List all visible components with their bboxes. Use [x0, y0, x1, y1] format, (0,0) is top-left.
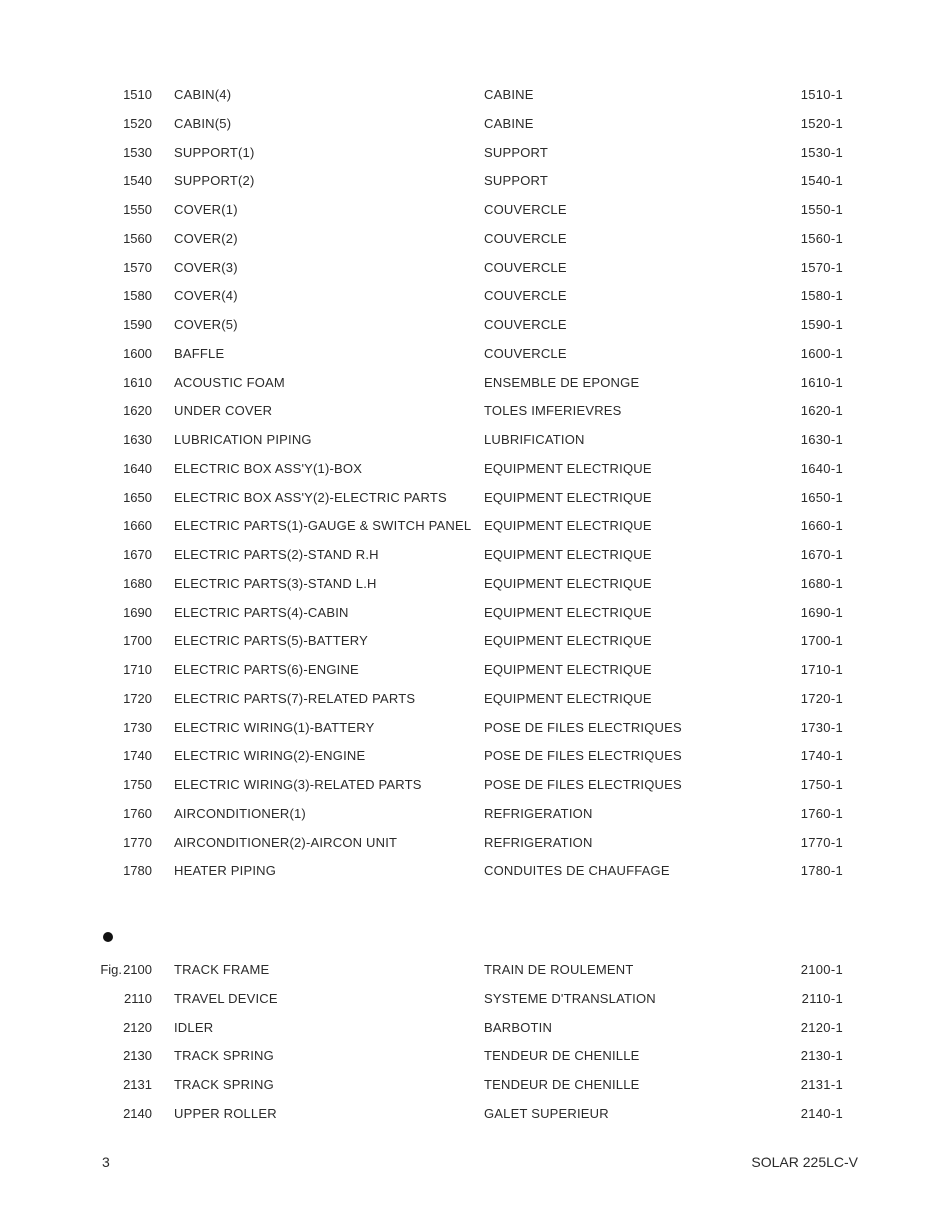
- index-row: [0, 143, 935, 163]
- figure-number: 1760: [123, 805, 152, 821]
- part-name-french: COUVERCLE: [484, 230, 567, 246]
- page-reference: 2140-1: [800, 1105, 843, 1121]
- part-name-english: COVER(1): [174, 202, 238, 217]
- part-name-french: CONDUITES DE CHAUFFAGE: [484, 863, 670, 879]
- index-row: [0, 488, 935, 508]
- page-reference: 1660-1: [800, 518, 843, 534]
- figure-number: 1710: [123, 662, 152, 677]
- part-name-english: ELECTRIC PARTS(6)-ENGINE: [174, 662, 359, 677]
- page-reference: 2130-1: [800, 1048, 843, 1064]
- part-name-english: AIRCONDITIONER(1): [174, 805, 306, 821]
- part-name-english: UPPER ROLLER: [174, 1105, 277, 1121]
- part-name-french: TENDEUR DE CHENILLE: [484, 1048, 640, 1064]
- page-reference: 1670-1: [800, 547, 843, 562]
- figure-number: 2130: [123, 1048, 152, 1064]
- index-row: [0, 1104, 935, 1124]
- page-reference: 1570-1: [800, 259, 843, 275]
- index-row: [0, 430, 935, 450]
- figure-number: 2140: [123, 1105, 152, 1121]
- figure-number: 2120: [123, 1019, 152, 1035]
- index-row: [0, 459, 935, 479]
- part-name-french: COUVERCLE: [484, 345, 567, 361]
- part-name-english: TRACK FRAME: [174, 962, 270, 977]
- index-row: [0, 960, 935, 980]
- index-row: [0, 114, 935, 134]
- part-name-french: EQUIPMENT ELECTRIQUE: [484, 518, 652, 534]
- part-name-english: ELECTRIC PARTS(5)-BATTERY: [174, 633, 369, 649]
- index-row: [0, 689, 935, 709]
- part-name-french: GALET SUPERIEUR: [484, 1105, 609, 1121]
- section-bullet-icon: [103, 932, 113, 942]
- part-name-english: UNDER COVER: [174, 403, 273, 419]
- figure-number: 1740: [123, 748, 152, 764]
- part-name-french: EQUIPMENT ELECTRIQUE: [484, 575, 652, 591]
- part-name-english: IDLER: [174, 1019, 214, 1035]
- part-name-english: ELECTRIC BOX ASS'Y(1)-BOX: [174, 460, 363, 476]
- part-name-french: ENSEMBLE DE EPONGE: [484, 374, 640, 390]
- figure-number: 1720: [123, 690, 152, 706]
- page-reference: 1710-1: [800, 662, 843, 677]
- part-name-french: EQUIPMENT ELECTRIQUE: [484, 547, 652, 562]
- index-row: [0, 746, 935, 766]
- page-reference: 1690-1: [800, 604, 843, 620]
- index-row: [0, 344, 935, 364]
- page-reference: 1580-1: [800, 288, 843, 304]
- part-name-english: TRACK SPRING: [174, 1048, 274, 1064]
- index-row: [0, 171, 935, 191]
- figure-number: 1610: [123, 374, 152, 390]
- part-name-french: BARBOTIN: [484, 1019, 553, 1035]
- figure-number: 2100: [123, 962, 152, 977]
- figure-number: 1520: [123, 115, 152, 131]
- part-name-english: SUPPORT(2): [174, 173, 255, 189]
- figure-number: 1540: [123, 173, 152, 189]
- page-reference: 1590-1: [800, 317, 843, 332]
- part-name-english: AIRCONDITIONER(2)-AIRCON UNIT: [174, 834, 398, 850]
- part-name-french: COUVERCLE: [484, 202, 567, 217]
- page-reference: 1520-1: [800, 115, 843, 131]
- index-row: [0, 258, 935, 278]
- page-reference: 1560-1: [800, 230, 843, 246]
- index-row: [0, 315, 935, 335]
- part-name-english: ACOUSTIC FOAM: [174, 374, 285, 390]
- page-reference: 1640-1: [800, 460, 843, 476]
- part-name-french: COUVERCLE: [484, 259, 567, 275]
- part-name-french: CABINE: [484, 115, 534, 131]
- page-reference: 1600-1: [800, 345, 843, 361]
- part-name-english: CABIN(4): [174, 87, 232, 102]
- part-name-french: EQUIPMENT ELECTRIQUE: [484, 460, 652, 476]
- page-reference: 1540-1: [800, 173, 843, 189]
- figure-number: 1680: [123, 575, 152, 591]
- index-row: [0, 718, 935, 738]
- index-row: [0, 603, 935, 623]
- index-row: [0, 574, 935, 594]
- page-reference: 1750-1: [800, 777, 843, 792]
- part-name-french: EQUIPMENT ELECTRIQUE: [484, 489, 652, 505]
- figure-number: 1600: [123, 345, 152, 361]
- page-reference: 1720-1: [800, 690, 843, 706]
- index-row: [0, 660, 935, 680]
- figure-number: 1780: [123, 863, 152, 879]
- figure-number: 1550: [123, 202, 152, 217]
- index-row: [0, 516, 935, 536]
- figure-number: 1660: [123, 518, 152, 534]
- page-reference: 1780-1: [800, 863, 843, 879]
- figure-number: 1530: [123, 144, 152, 160]
- index-row: [0, 545, 935, 565]
- index-row: [0, 200, 935, 220]
- page-reference: 2100-1: [800, 962, 843, 977]
- figure-number: 1730: [123, 719, 152, 735]
- part-name-french: EQUIPMENT ELECTRIQUE: [484, 633, 652, 649]
- part-name-english: COVER(5): [174, 317, 238, 332]
- figure-number: 1560: [123, 230, 152, 246]
- page-reference: 2120-1: [800, 1019, 843, 1035]
- figure-number: 1630: [123, 432, 152, 447]
- part-name-french: SUPPORT: [484, 144, 549, 160]
- part-name-french: COUVERCLE: [484, 288, 567, 304]
- figure-number: 1620: [123, 403, 152, 419]
- part-name-french: COUVERCLE: [484, 317, 567, 332]
- part-name-french: POSE DE FILES ELECTRIQUES: [484, 719, 682, 735]
- index-row: [0, 401, 935, 421]
- part-name-english: TRACK SPRING: [174, 1077, 274, 1092]
- page-reference: 2131-1: [800, 1077, 843, 1092]
- part-name-french: TENDEUR DE CHENILLE: [484, 1077, 640, 1092]
- page-reference: 1630-1: [800, 432, 843, 447]
- index-row: [0, 286, 935, 306]
- index-row: [0, 861, 935, 881]
- figure-number: 1750: [123, 777, 152, 792]
- part-name-french: REFRIGERATION: [484, 805, 593, 821]
- index-row: [0, 229, 935, 249]
- figure-number: 1570: [123, 259, 152, 275]
- part-name-english: ELECTRIC PARTS(2)-STAND R.H: [174, 547, 379, 562]
- part-name-english: ELECTRIC PARTS(1)-GAUGE & SWITCH PANEL: [174, 518, 472, 534]
- page-reference: 1700-1: [800, 633, 843, 649]
- part-name-french: EQUIPMENT ELECTRIQUE: [484, 662, 652, 677]
- page-reference: 1620-1: [800, 403, 843, 419]
- figure-number: 1510: [123, 87, 152, 102]
- page-number: 3: [102, 1154, 110, 1170]
- page-reference: 1510-1: [800, 87, 843, 102]
- figure-number: 1590: [123, 317, 152, 332]
- page-reference: 2110-1: [801, 990, 843, 1006]
- figure-number: 1580: [123, 288, 152, 304]
- part-name-french: TOLES IMFERIEVRES: [484, 403, 622, 419]
- figure-number: 1650: [123, 489, 152, 505]
- index-row: [0, 373, 935, 393]
- part-name-english: ELECTRIC WIRING(2)-ENGINE: [174, 748, 366, 764]
- model-name: SOLAR 225LC-V: [751, 1154, 858, 1170]
- page-reference: 1740-1: [800, 748, 843, 764]
- page-reference: 1530-1: [800, 144, 843, 160]
- part-name-english: CABIN(5): [174, 115, 232, 131]
- part-name-english: COVER(4): [174, 288, 238, 304]
- part-name-english: TRAVEL DEVICE: [174, 990, 278, 1006]
- index-row: [0, 1046, 935, 1066]
- part-name-french: TRAIN DE ROULEMENT: [484, 962, 634, 977]
- part-name-french: POSE DE FILES ELECTRIQUES: [484, 777, 682, 792]
- part-name-english: BAFFLE: [174, 345, 225, 361]
- part-name-english: ELECTRIC WIRING(1)-BATTERY: [174, 719, 375, 735]
- index-row: [0, 1018, 935, 1038]
- figure-number: 1670: [123, 547, 152, 562]
- part-name-french: SYSTEME D'TRANSLATION: [484, 990, 656, 1006]
- figure-number: 2131: [123, 1077, 152, 1092]
- figure-number: 1770: [123, 834, 152, 850]
- part-name-english: ELECTRIC PARTS(4)-CABIN: [174, 604, 349, 620]
- index-row: [0, 804, 935, 824]
- page-reference: 1550-1: [800, 202, 843, 217]
- part-name-french: EQUIPMENT ELECTRIQUE: [484, 604, 652, 620]
- part-name-french: EQUIPMENT ELECTRIQUE: [484, 690, 652, 706]
- part-name-english: COVER(3): [174, 259, 238, 275]
- figure-number: 1640: [123, 460, 152, 476]
- figure-number: 1700: [123, 633, 152, 649]
- figure-number: 2110: [124, 990, 152, 1006]
- part-name-english: ELECTRIC PARTS(7)-RELATED PARTS: [174, 690, 416, 706]
- page-reference: 1730-1: [800, 719, 843, 735]
- page-reference: 1610-1: [800, 374, 843, 390]
- part-name-english: ELECTRIC BOX ASS'Y(2)-ELECTRIC PARTS: [174, 489, 447, 505]
- part-name-french: POSE DE FILES ELECTRIQUES: [484, 748, 682, 764]
- part-name-french: REFRIGERATION: [484, 834, 593, 850]
- page-reference: 1760-1: [800, 805, 843, 821]
- index-row: [0, 833, 935, 853]
- index-row: [0, 85, 935, 105]
- part-name-english: HEATER PIPING: [174, 863, 277, 879]
- part-name-english: ELECTRIC PARTS(3)-STAND L.H: [174, 575, 377, 591]
- index-row: [0, 775, 935, 795]
- part-name-english: LUBRICATION PIPING: [174, 432, 312, 447]
- part-name-french: CABINE: [484, 87, 534, 102]
- part-name-english: ELECTRIC WIRING(3)-RELATED PARTS: [174, 777, 422, 792]
- figure-number: 1690: [123, 604, 152, 620]
- page-reference: 1680-1: [800, 575, 843, 591]
- part-name-english: COVER(2): [174, 230, 238, 246]
- page-reference: 1770-1: [800, 834, 843, 850]
- part-name-french: LUBRIFICATION: [484, 432, 585, 447]
- page-reference: 1650-1: [800, 489, 843, 505]
- index-row: [0, 631, 935, 651]
- index-row: [0, 989, 935, 1009]
- index-row: [0, 1075, 935, 1095]
- part-name-french: SUPPORT: [484, 173, 549, 189]
- part-name-english: SUPPORT(1): [174, 144, 255, 160]
- fig-label: Fig.: [100, 962, 122, 977]
